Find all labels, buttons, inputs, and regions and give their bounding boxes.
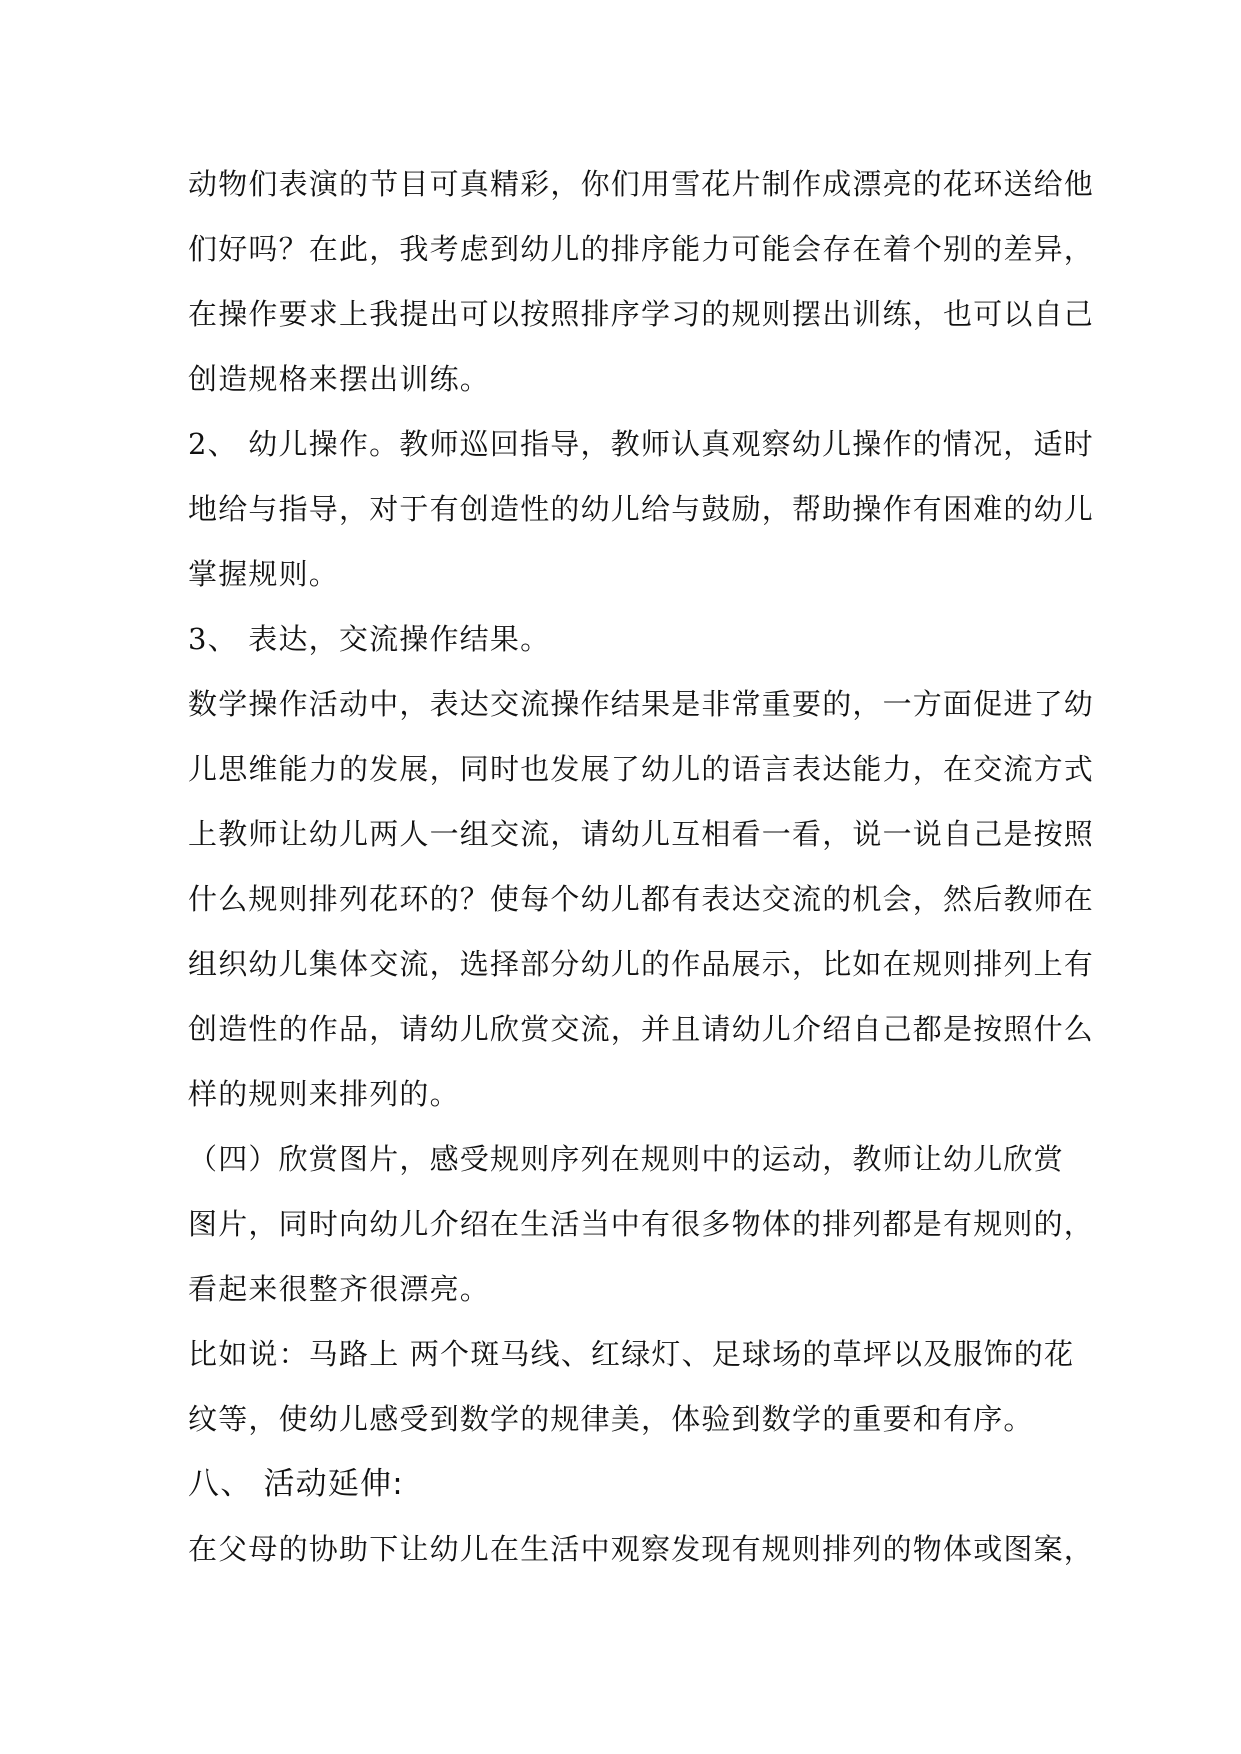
step-3-line: 3、 表达，交流操作结果。	[188, 622, 551, 656]
section-heading-activity-extension: 八、 活动延伸:	[188, 1466, 404, 1502]
paragraph-line: 什么规则排列花环的？使每个幼儿都有表达交流的机会，然后教师在	[188, 882, 1095, 916]
paragraph-line: 看起来很整齐很漂亮。	[188, 1272, 491, 1306]
paragraph-line: 样的规则来排列的。	[188, 1077, 460, 1111]
paragraph-line: 组织幼儿集体交流，选择部分幼儿的作品展示，比如在规则排列上有	[188, 947, 1095, 981]
paragraph-line: 上教师让幼儿两人一组交流，请幼儿互相看一看，说一说自己是按照	[188, 817, 1095, 851]
step-2-line: 2、 幼儿操作。教师巡回指导，教师认真观察幼儿操作的情况，适时	[188, 427, 1094, 461]
paragraph-line: 创造性的作品，请幼儿欣赏交流，并且请幼儿介绍自己都是按照什么	[188, 1012, 1095, 1046]
paragraph-line: 动物们表演的节目可真精彩，你们用雪花片制作成漂亮的花环送给他	[188, 167, 1095, 201]
paragraph-line: 在父母的协助下让幼儿在生活中观察发现有规则排列的物体或图案，	[188, 1532, 1095, 1566]
section-four-line: （四）欣赏图片，感受规则序列在规则中的运动，教师让幼儿欣赏	[188, 1142, 1064, 1176]
paragraph-line: 纹等，使幼儿感受到数学的规律美，体验到数学的重要和有序。	[188, 1402, 1034, 1436]
paragraph-line: 们好吗？在此，我考虑到幼儿的排序能力可能会存在着个别的差异，	[188, 232, 1095, 266]
paragraph-line: 比如说：马路上 两个斑马线、红绿灯、足球场的草坪以及服饰的花	[188, 1337, 1075, 1371]
document-body	[188, 152, 1095, 1582]
paragraph-line: 创造规格来摆出训练。	[188, 362, 491, 396]
paragraph-line: 在操作要求上我提出可以按照排序学习的规则摆出训练，也可以自己	[188, 297, 1095, 331]
paragraph-line: 数学操作活动中，表达交流操作结果是非常重要的，一方面促进了幼	[188, 687, 1095, 721]
paragraph-line: 地给与指导，对于有创造性的幼儿给与鼓励，帮助操作有困难的幼儿	[188, 492, 1095, 526]
paragraph-line: 图片，同时向幼儿介绍在生活当中有很多物体的排列都是有规则的，	[188, 1207, 1095, 1241]
paragraph-line: 掌握规则。	[188, 557, 340, 591]
paragraph-line: 儿思维能力的发展，同时也发展了幼儿的语言表达能力，在交流方式	[188, 752, 1095, 786]
